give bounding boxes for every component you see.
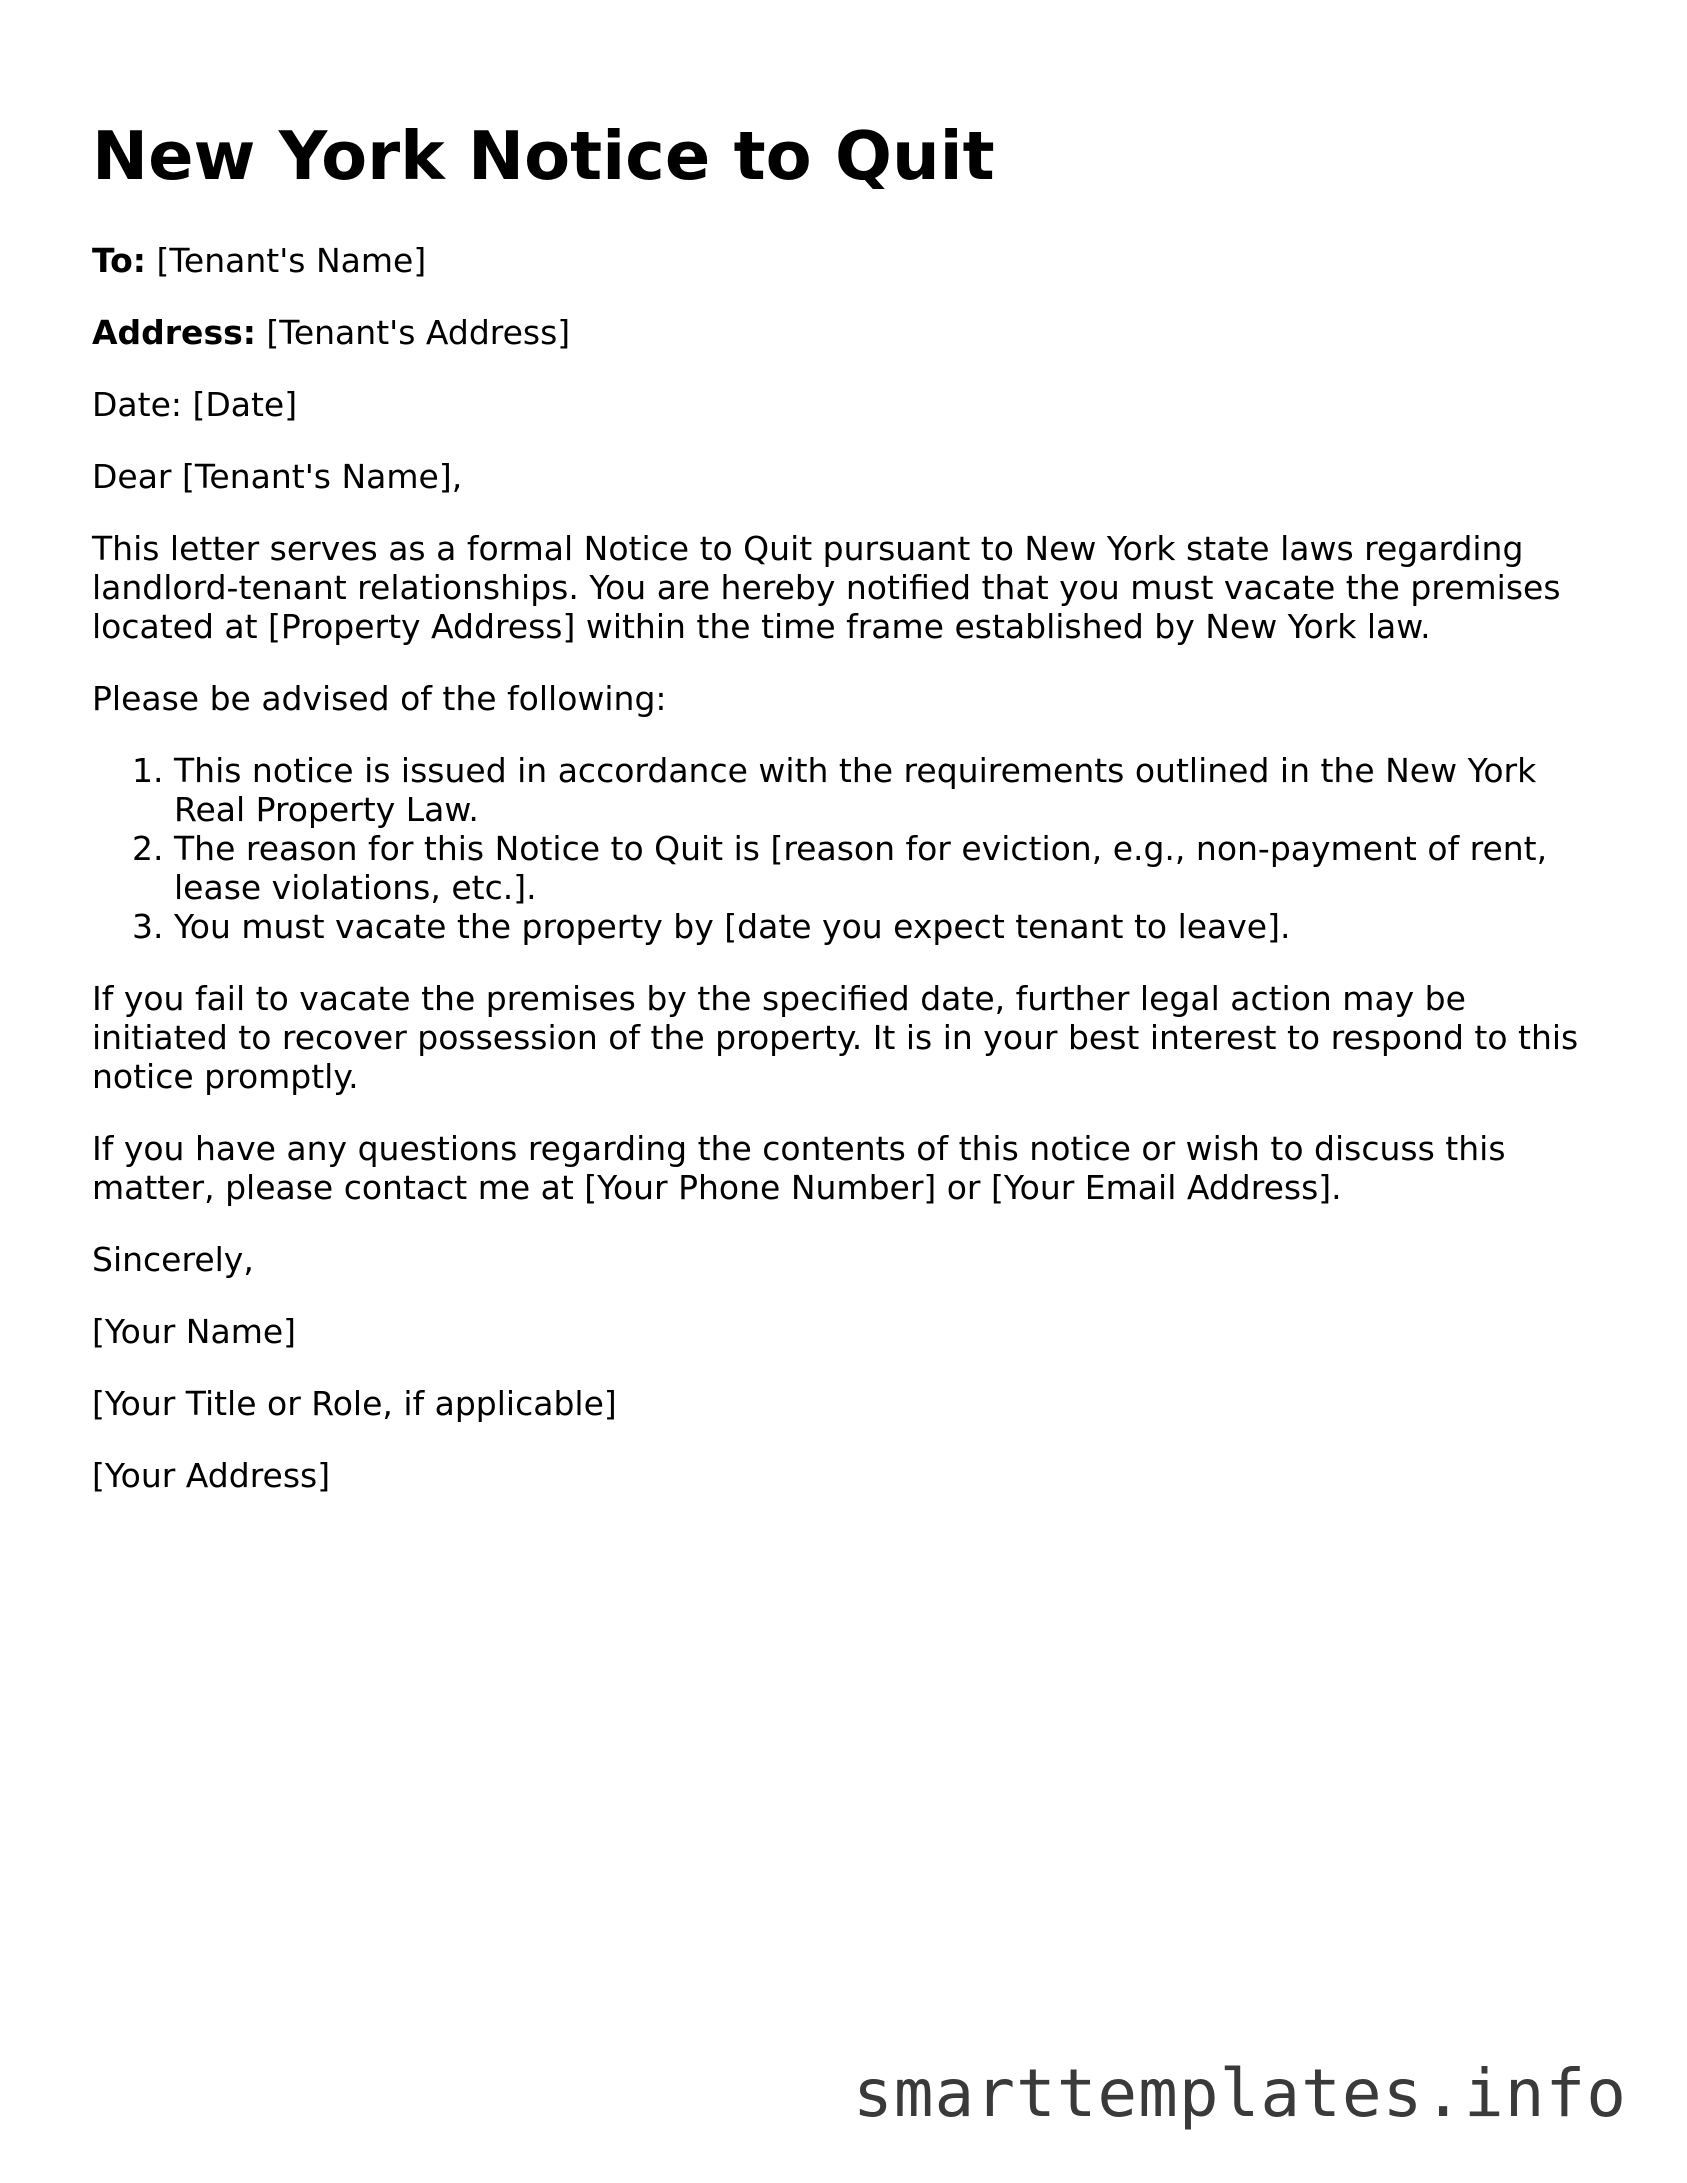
watermark: smarttemplates.info <box>853 2055 1627 2132</box>
closing: Sincerely, <box>92 1240 254 1279</box>
list-item: 1. This notice is issued in accordance with the requirements outlined in the New York Real Property Law. <box>174 751 1602 829</box>
document-title: New York Notice to Quit <box>92 117 995 195</box>
warning-paragraph: If you fail to vacate the premises by the specified date, further legal action may be initiated to recover possession of the property. It is in your best interest to respond to this notice promptly. <box>92 979 1579 1096</box>
document-page <box>92 115 1602 1528</box>
address-value: [Tenant's Address] <box>255 313 571 352</box>
to-value: [Tenant's Name] <box>146 241 427 280</box>
intro-paragraph: This letter serves as a formal Notice to Quit pursuant to New York state laws regarding landlord-tenant relationships. You are hereby notified that you must vacate the premises located at [Property Address] within the time frame established by New York law. <box>92 529 1561 646</box>
contact-paragraph: If you have any questions regarding the contents of this notice or wish to discuss this matter, please contact me at [Your Phone Number] or [Your Email Address]. <box>92 1129 1506 1207</box>
signer-address: [Your Address] <box>92 1456 331 1495</box>
list-item: 2. The reason for this Notice to Quit is [reason for eviction, e.g., non-payment of rent, lease violations, etc.]. <box>174 829 1602 907</box>
address-line <box>92 313 1602 352</box>
notice-list <box>92 751 1602 946</box>
signer-title: [Your Title or Role, if applicable] <box>92 1384 617 1423</box>
address-label: Address: <box>92 313 256 352</box>
salutation: Dear [Tenant's Name], <box>92 457 463 496</box>
signer-name: [Your Name] <box>92 1312 297 1351</box>
recipient-line <box>92 241 1602 280</box>
list-item: 3. You must vacate the property by [date you expect tenant to leave]. <box>174 907 1602 946</box>
date-line: Date: [Date] <box>92 385 298 424</box>
to-label: To: <box>92 241 146 280</box>
advised-line: Please be advised of the following: <box>92 679 667 718</box>
